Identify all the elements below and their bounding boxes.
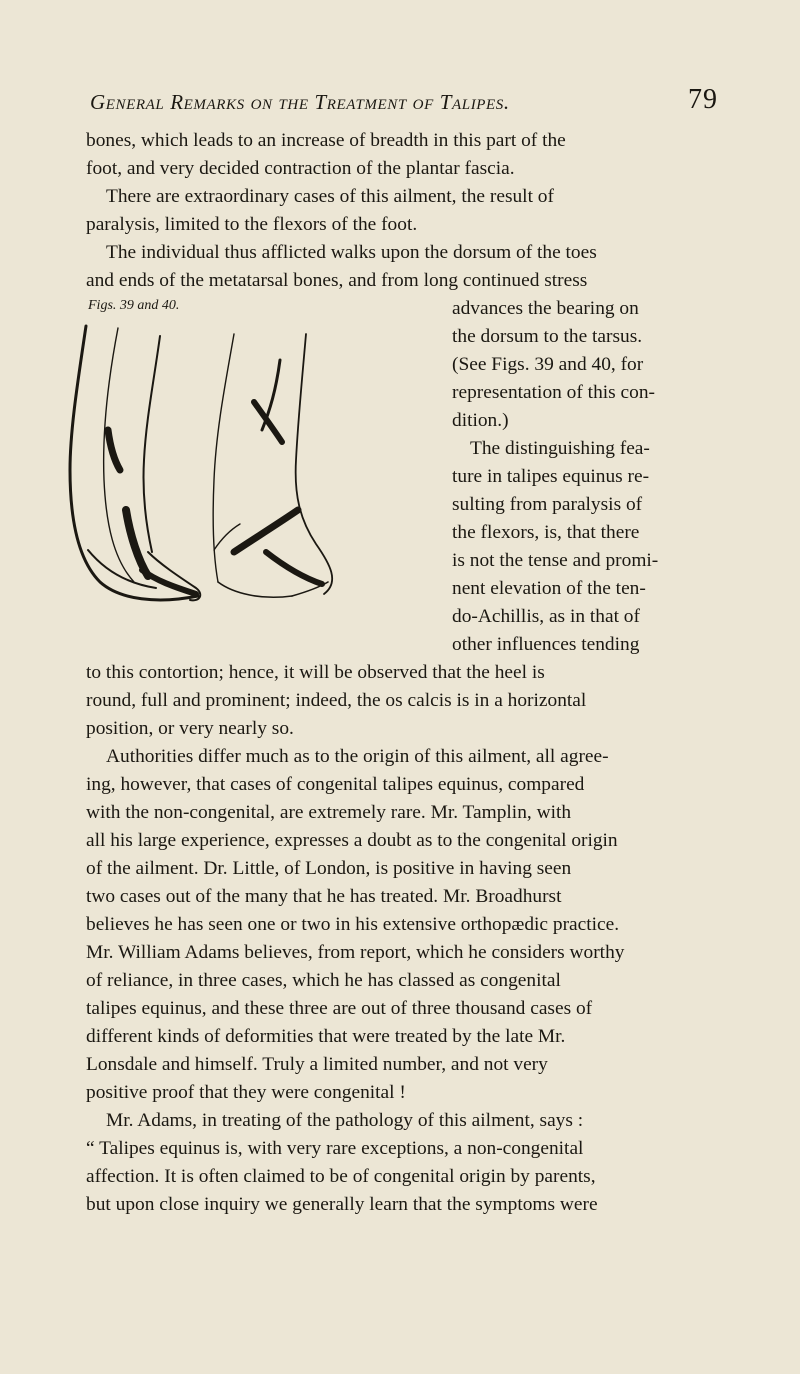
text-line: different kinds of deformities that were treated by the late Mr. [86, 1026, 566, 1047]
page-number: 79 [688, 84, 718, 115]
text-line: (See Figs. 39 and 40, for [452, 354, 644, 375]
text-line: ing, however, that cases of congenital talipes equinus, compared [86, 774, 585, 795]
text-line: round, full and prominent; indeed, the os calcis is in a horizontal [86, 690, 587, 711]
text-line: positive proof that they were congenital ! [86, 1082, 406, 1103]
running-head: General Remarks on the Treatment of Talipes. [90, 90, 510, 114]
text-line: The distinguishing fea- [470, 438, 650, 459]
text-line: of the ailment. Dr. Little, of London, is positive in having seen [86, 858, 572, 879]
page-header [86, 80, 718, 124]
text-line: two cases out of the many that he has treated. Mr. Broadhurst [86, 886, 562, 907]
text-line: with the non-congenital, are extremely rare. Mr. Tamplin, with [86, 802, 572, 823]
text-line: “ Talipes equinus is, with very rare exceptions, a non-congenital [86, 1138, 584, 1159]
text-line: advances the bearing on [452, 298, 639, 319]
text-line: There are extraordinary cases of this ailment, the result of [106, 186, 554, 207]
text-line: the flexors, is, that there [452, 522, 640, 543]
text-line: dition.) [452, 410, 509, 431]
text-line: all his large experience, expresses a doubt as to the congenital origin [86, 830, 618, 851]
text-line: but upon close inquiry we generally learn that the symptoms were [86, 1194, 598, 1215]
text-line: bones, which leads to an increase of breadth in this part of the [86, 130, 566, 151]
foot-drawings [48, 320, 368, 630]
text-line: Mr. William Adams believes, from report, which he considers worthy [86, 942, 625, 963]
text-line: ture in talipes equinus re- [452, 466, 650, 487]
text-line: talipes equinus, and these three are out of three thousand cases of [86, 998, 593, 1019]
figure-feet-illustration [48, 298, 368, 628]
text-line: is not the tense and promi- [452, 550, 659, 571]
text-line: believes he has seen one or two in his extensive orthopædic practice. [86, 914, 620, 935]
text-line: representation of this con- [452, 382, 655, 403]
text-line: sulting from paralysis of [452, 494, 643, 515]
text-line: of reliance, in three cases, which he has classed as congenital [86, 970, 561, 991]
text-line: Lonsdale and himself. Truly a limited number, and not very [86, 1054, 548, 1075]
text-line: do-Achillis, as in that of [452, 606, 640, 627]
text-line: affection. It is often claimed to be of congenital origin by parents, [86, 1166, 596, 1187]
text-line: and ends of the metatarsal bones, and from long continued stress [86, 270, 588, 291]
figure-39-drawing [70, 326, 200, 600]
text-line: paralysis, limited to the flexors of the foot. [86, 214, 418, 235]
text-line: Authorities differ much as to the origin of this ailment, all agree- [106, 746, 609, 767]
text-line: foot, and very decided contraction of the plantar fascia. [86, 158, 515, 179]
text-line: position, or very nearly so. [86, 718, 294, 739]
figure-caption: Figs. 39 and 40. [88, 298, 180, 313]
text-line: other influences tending [452, 634, 640, 655]
text-line: Mr. Adams, in treating of the pathology of this ailment, says : [106, 1110, 584, 1131]
text-line: nent elevation of the ten- [452, 578, 646, 599]
text-line: The individual thus afflicted walks upon the dorsum of the toes [106, 242, 597, 263]
figure-40-drawing [213, 334, 332, 597]
text-line: the dorsum to the tarsus. [452, 326, 643, 347]
text-line: to this contortion; hence, it will be observed that the heel is [86, 662, 545, 683]
